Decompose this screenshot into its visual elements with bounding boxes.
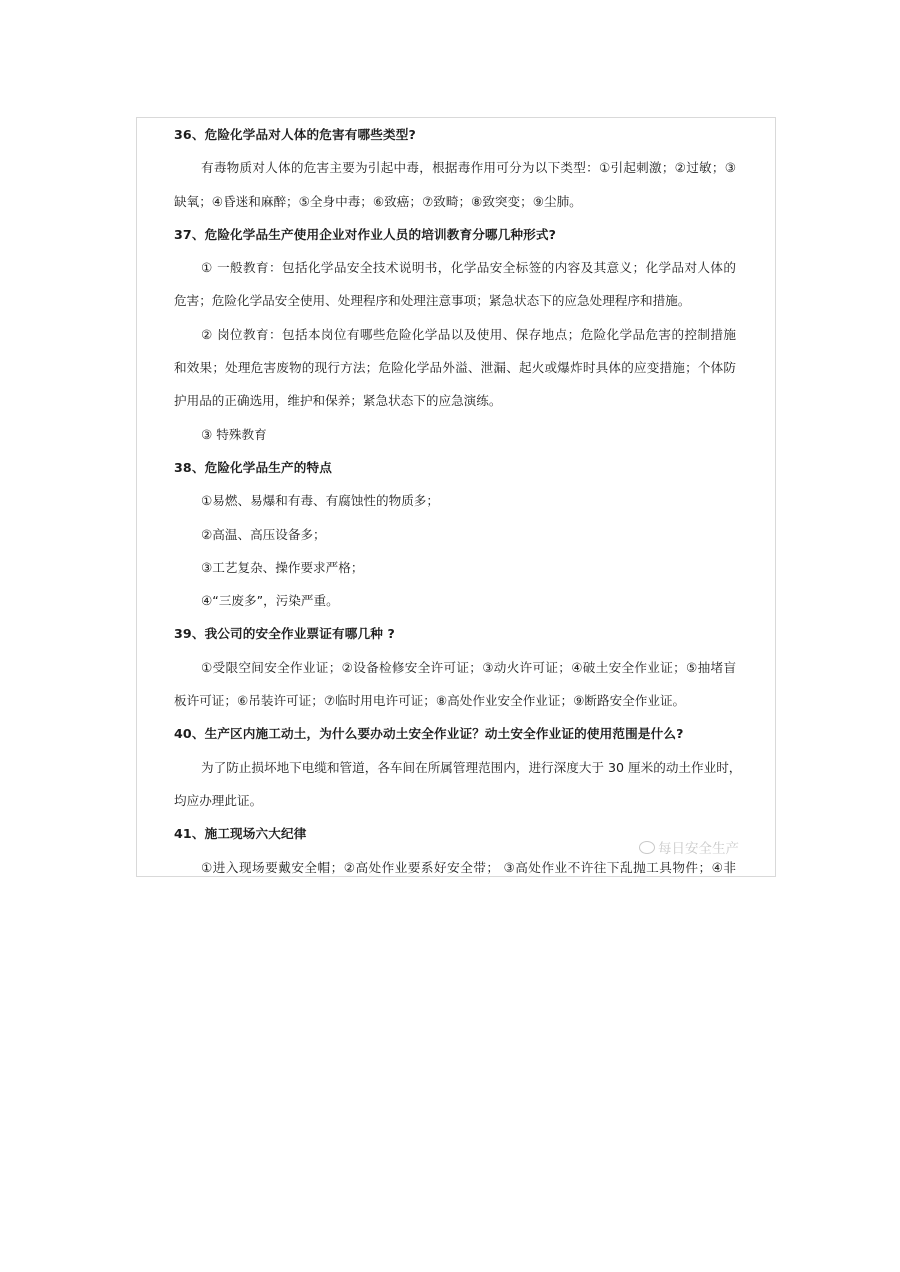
answer-text-line: 和效果；处理危害废物的现行方法；危险化学品外溢、泄漏、起火或爆炸时具体的应变措施；个体防 xyxy=(174,360,736,376)
question-heading: 37、危险化学品生产使用企业对作业人员的培训教育分哪几种形式? xyxy=(174,226,557,242)
answer-text-line: ④“三废多”，污染严重。 xyxy=(201,593,339,609)
answer-text-line: ③ 特殊教育 xyxy=(201,426,267,442)
answer-text-line: 护用品的正确选用，维护和保养；紧急状态下的应急演练。 xyxy=(174,393,502,409)
question-heading: 38、危险化学品生产的特点 xyxy=(174,459,333,475)
answer-text-line: ①受限空间安全作业证；②设备检修安全许可证；③动火许可证；④破土安全作业证；⑤抽堵盲 xyxy=(201,659,736,675)
answer-text-line: 危害；危险化学品安全使用、处理程序和处理注意事项；紧急状态下的应急处理程序和措施。 xyxy=(174,293,691,309)
answer-text-line: 均应办理此证。 xyxy=(174,792,263,808)
answer-text-line: ①易燃、易爆和有毒、有腐蚀性的物质多； xyxy=(201,493,439,509)
watermark xyxy=(639,837,739,857)
question-heading: 39、我公司的安全作业票证有哪几种 ? xyxy=(174,626,395,642)
answer-text-line: ③工艺复杂、操作要求严格； xyxy=(201,559,364,575)
answer-text-line: ②高温、高压设备多； xyxy=(201,526,326,542)
question-heading: 41、施工现场六大纪律 xyxy=(174,826,307,842)
watermark-text: 每日安全生产 xyxy=(658,841,739,857)
answer-text-line: 板许可证；⑥吊装许可证；⑦临时用电许可证；⑧高处作业安全作业证；⑨断路安全作业证。 xyxy=(174,693,686,709)
question-heading: 40、生产区内施工动土，为什么要办动土安全作业证？动土安全作业证的使用范围是什么? xyxy=(174,726,684,742)
answer-text-line: ① 一般教育：包括化学品安全技术说明书，化学品安全标签的内容及其意义；化学品对人体的 xyxy=(201,260,736,276)
document-page xyxy=(136,117,776,877)
answer-text-line: 缺氧；④昏迷和麻醉；⑤全身中毒；⑥致癌；⑦致畸；⑧致突变；⑨尘肺。 xyxy=(174,193,582,209)
answer-text-line: ①进入现场要戴安全帽；②高处作业要系好安全带； ③高处作业不许往下乱抛工具物件；④非 xyxy=(201,859,736,875)
document-body xyxy=(174,118,742,877)
wechat-icon xyxy=(639,841,655,854)
answer-text-line: 为了防止损坏地下电缆和管道，各车间在所属管理范围内，进行深度大于 30 厘米的动土作业时， xyxy=(201,759,742,775)
answer-text-line: ② 岗位教育：包括本岗位有哪些危险化学品以及使用、保存地点；危险化学品危害的控制措施 xyxy=(201,326,736,342)
answer-text-line: 有毒物质对人体的危害主要为引起中毒，根据毒作用可分为以下类型：①引起刺激；②过敏；③ xyxy=(201,160,736,176)
question-heading: 36、危险化学品对人体的危害有哪些类型? xyxy=(174,127,416,142)
